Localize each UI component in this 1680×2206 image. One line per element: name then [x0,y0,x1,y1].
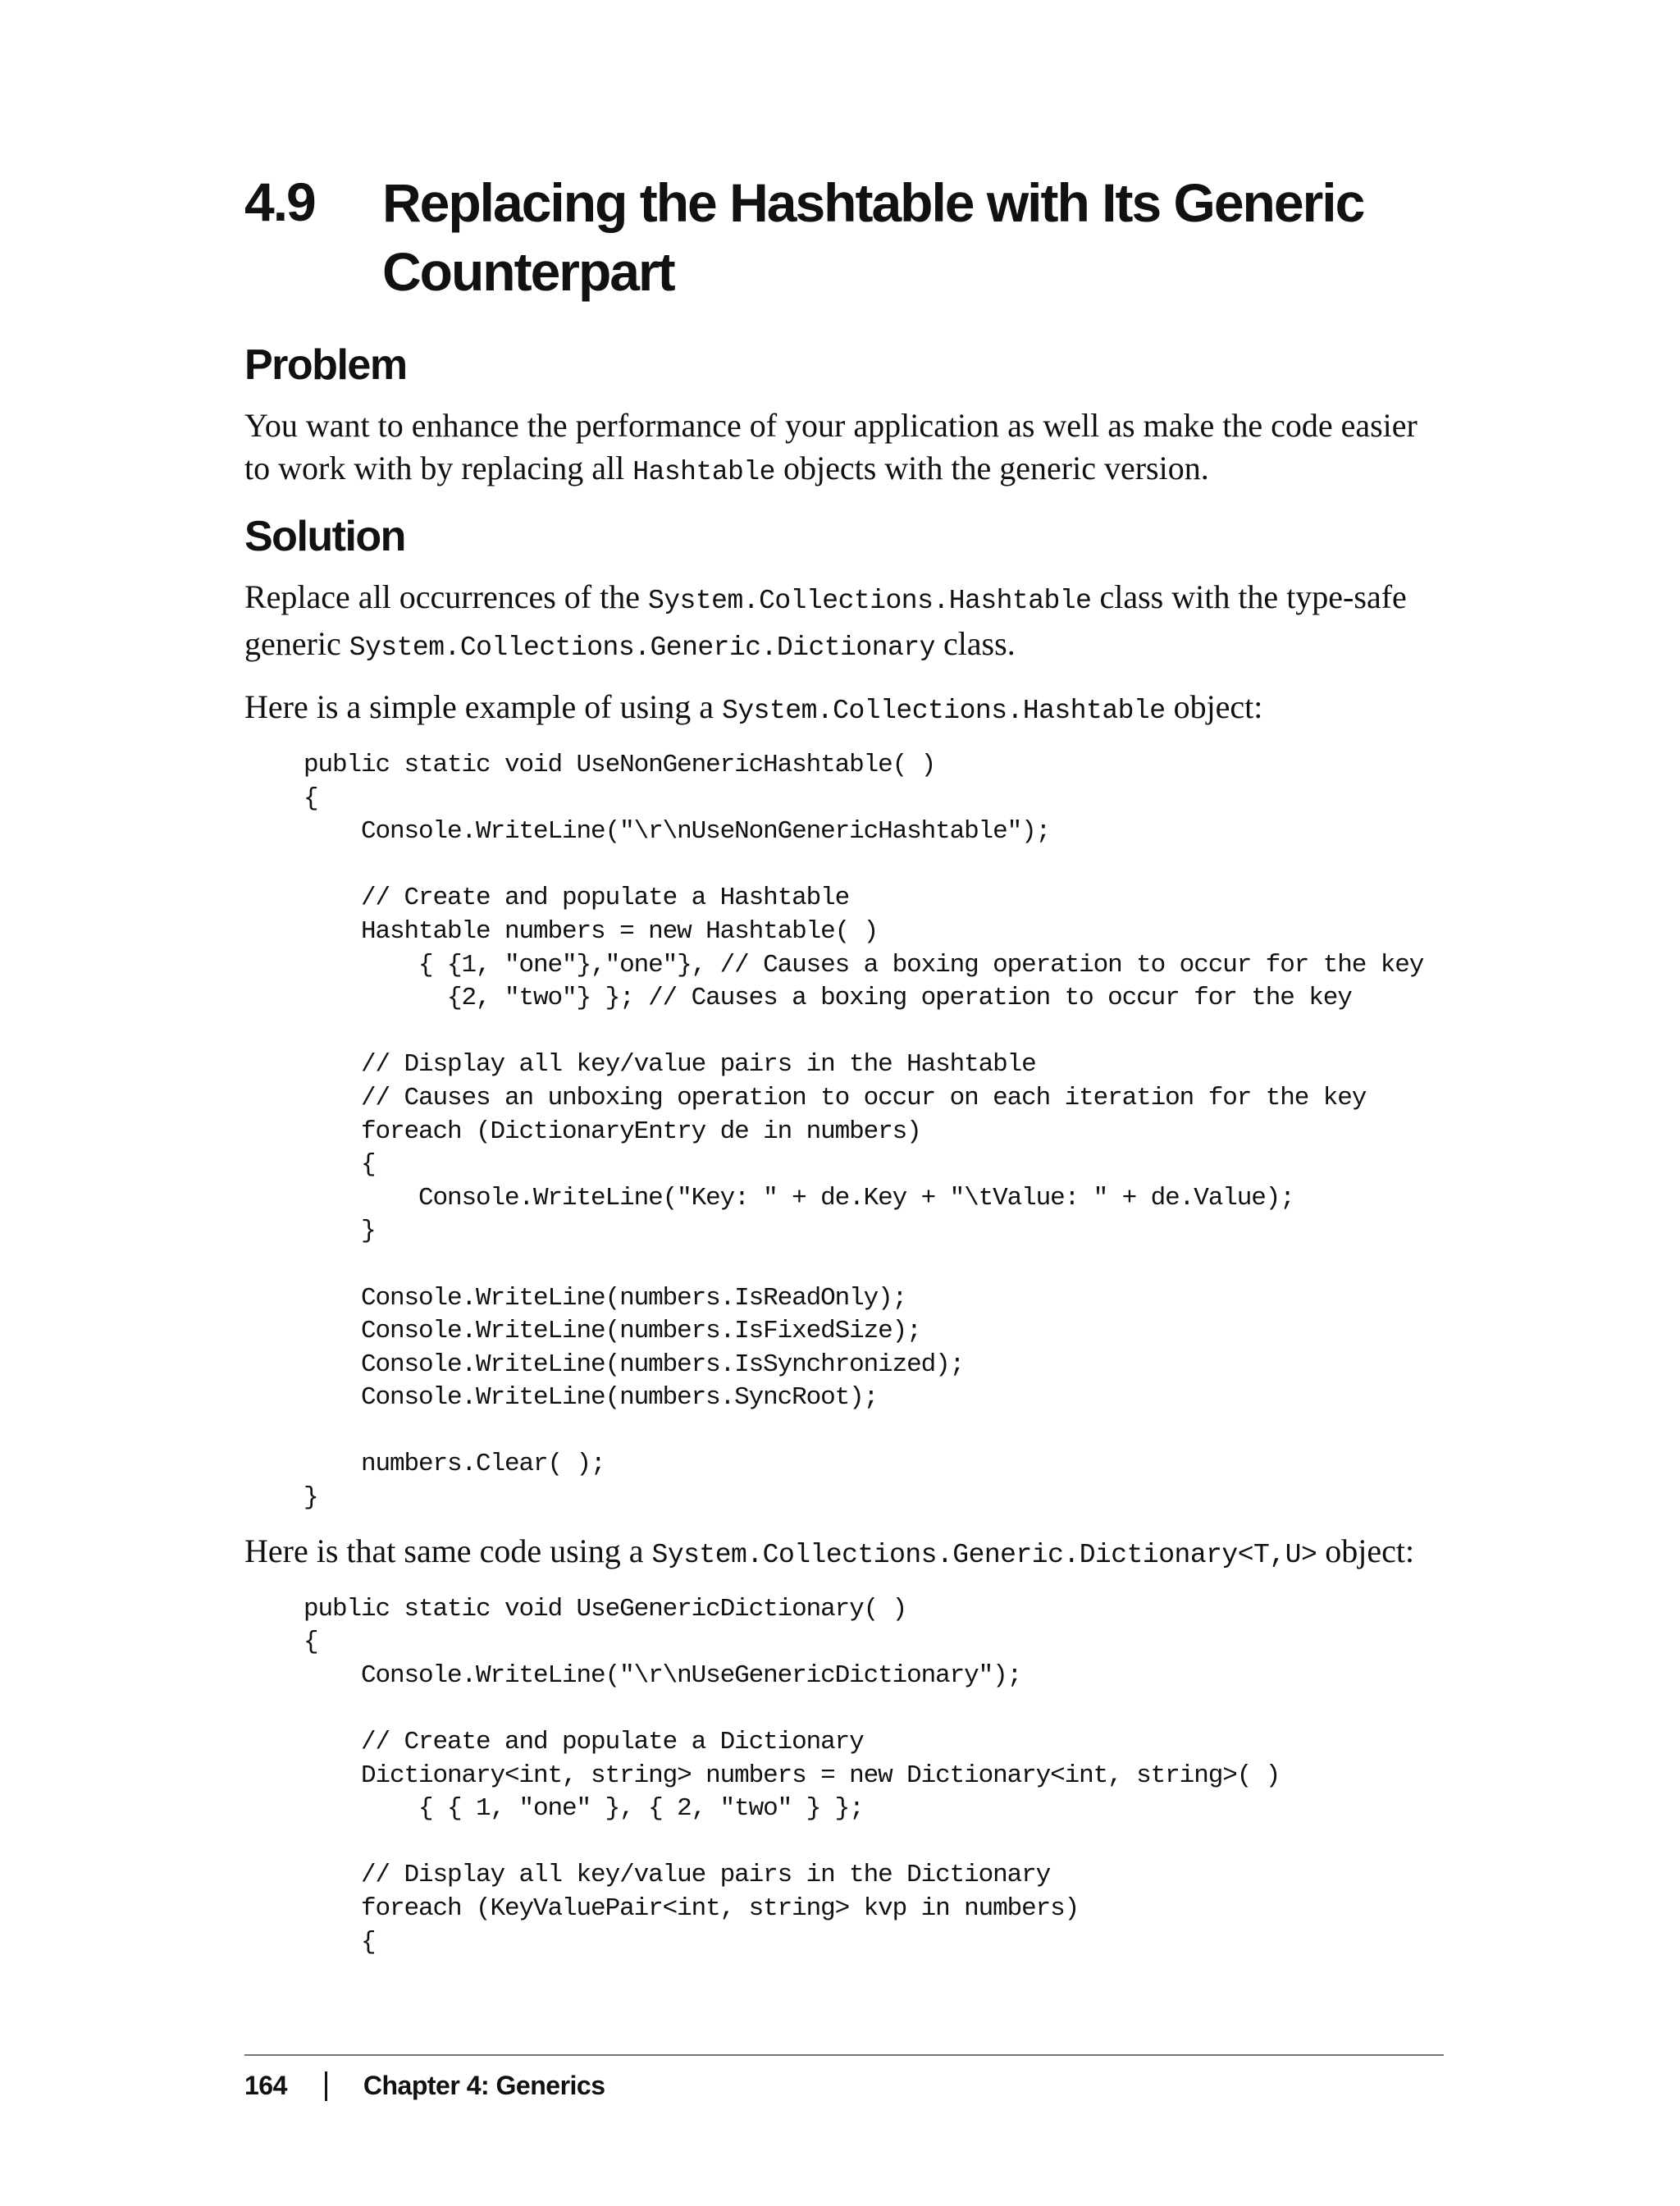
solution-paragraph-3 [244,1530,1444,1577]
solution-p2-code-1: System.Collections.Hashtable [722,696,1166,726]
code-block-hashtable: public static void UseNonGenericHashtable( ) { Console.WriteLine("\r\nUseNonGenericHashtable"); // Create and populate a Hashtable Hashtable numbers = new Hashtable( ) { {1, "one"},"one"}, // Causes a boxing operation to occur for the key {2, "two"} }; // Causes a boxing operation to occur for the key // Display all key/value pairs in the Hashtable // Causes an unboxing operation to occur on each iteration for the key foreach (DictionaryEntry de in numbers) { Console.WriteLine("Key: " + de.Key + "\tValue: " + de.Value); } Console.WriteLine(numbers.IsReadOnly); Console.WriteLine(numbers.IsFixedSize); Console.WriteLine(numbers.IsSynchronized); Console.WriteLine(numbers.SyncRoot); numbers.Clear( ); } [304,751,1424,1513]
solution-p2-text-1: Here is a simple example of using a [244,688,723,725]
chapter-title: Chapter 4: Generics [363,2071,605,2100]
solution-paragraph-1 [244,576,1444,669]
solution-p2-text-2: object: [1165,688,1263,725]
solution-p3-code-1: System.Collections.Generic.Dictionary<T,U> [651,1539,1317,1570]
problem-paragraph [244,404,1444,494]
page-number: 164 [244,2071,287,2100]
section-title-line1: Replacing the Hashtable with Its Generic [382,172,1364,233]
section-heading [244,168,1444,306]
problem-text-1: You want to enhance the performance of your application as well as make the code easier to work with by replacing all [244,407,1418,486]
solution-p1-text-3: class. [934,625,1016,662]
solution-p1-text-2: class with the type-safe generic [244,578,1407,662]
page-content [244,168,1444,1974]
section-title-line2: Counterpart [382,241,674,302]
section-title [382,168,1363,306]
solution-p3-text-2: object: [1317,1532,1415,1569]
solution-heading: Solution [244,513,405,560]
solution-p1-text-1: Replace all occurrences of the [244,578,648,615]
section-number: 4.9 [244,171,315,232]
footer-separator [325,2071,327,2101]
page-footer [244,2054,1444,2101]
problem-code-hashtable: Hashtable [632,457,775,487]
code-block-dictionary: public static void UseGenericDictionary( ) { Console.WriteLine("\r\nUseGenericDictionary"); // Create and populate a Dictionary Dictionary<int, string> numbers = new Dictionary<int, string>( ) { { 1, "one" }, { 2, "two" } }; // Display all key/value pairs in the Dictionary foreach (KeyValuePair<int, string> kvp in numbers) { [304,1594,1281,1957]
solution-p3-text-1: Here is that same code using a [244,1532,652,1569]
solution-paragraph-2 [244,686,1444,733]
problem-heading: Problem [244,341,407,389]
problem-text-2: objects with the generic version. [774,450,1209,486]
solution-p1-code-2: System.Collections.Generic.Dictionary [349,633,935,663]
solution-p1-code-1: System.Collections.Hashtable [647,586,1092,616]
